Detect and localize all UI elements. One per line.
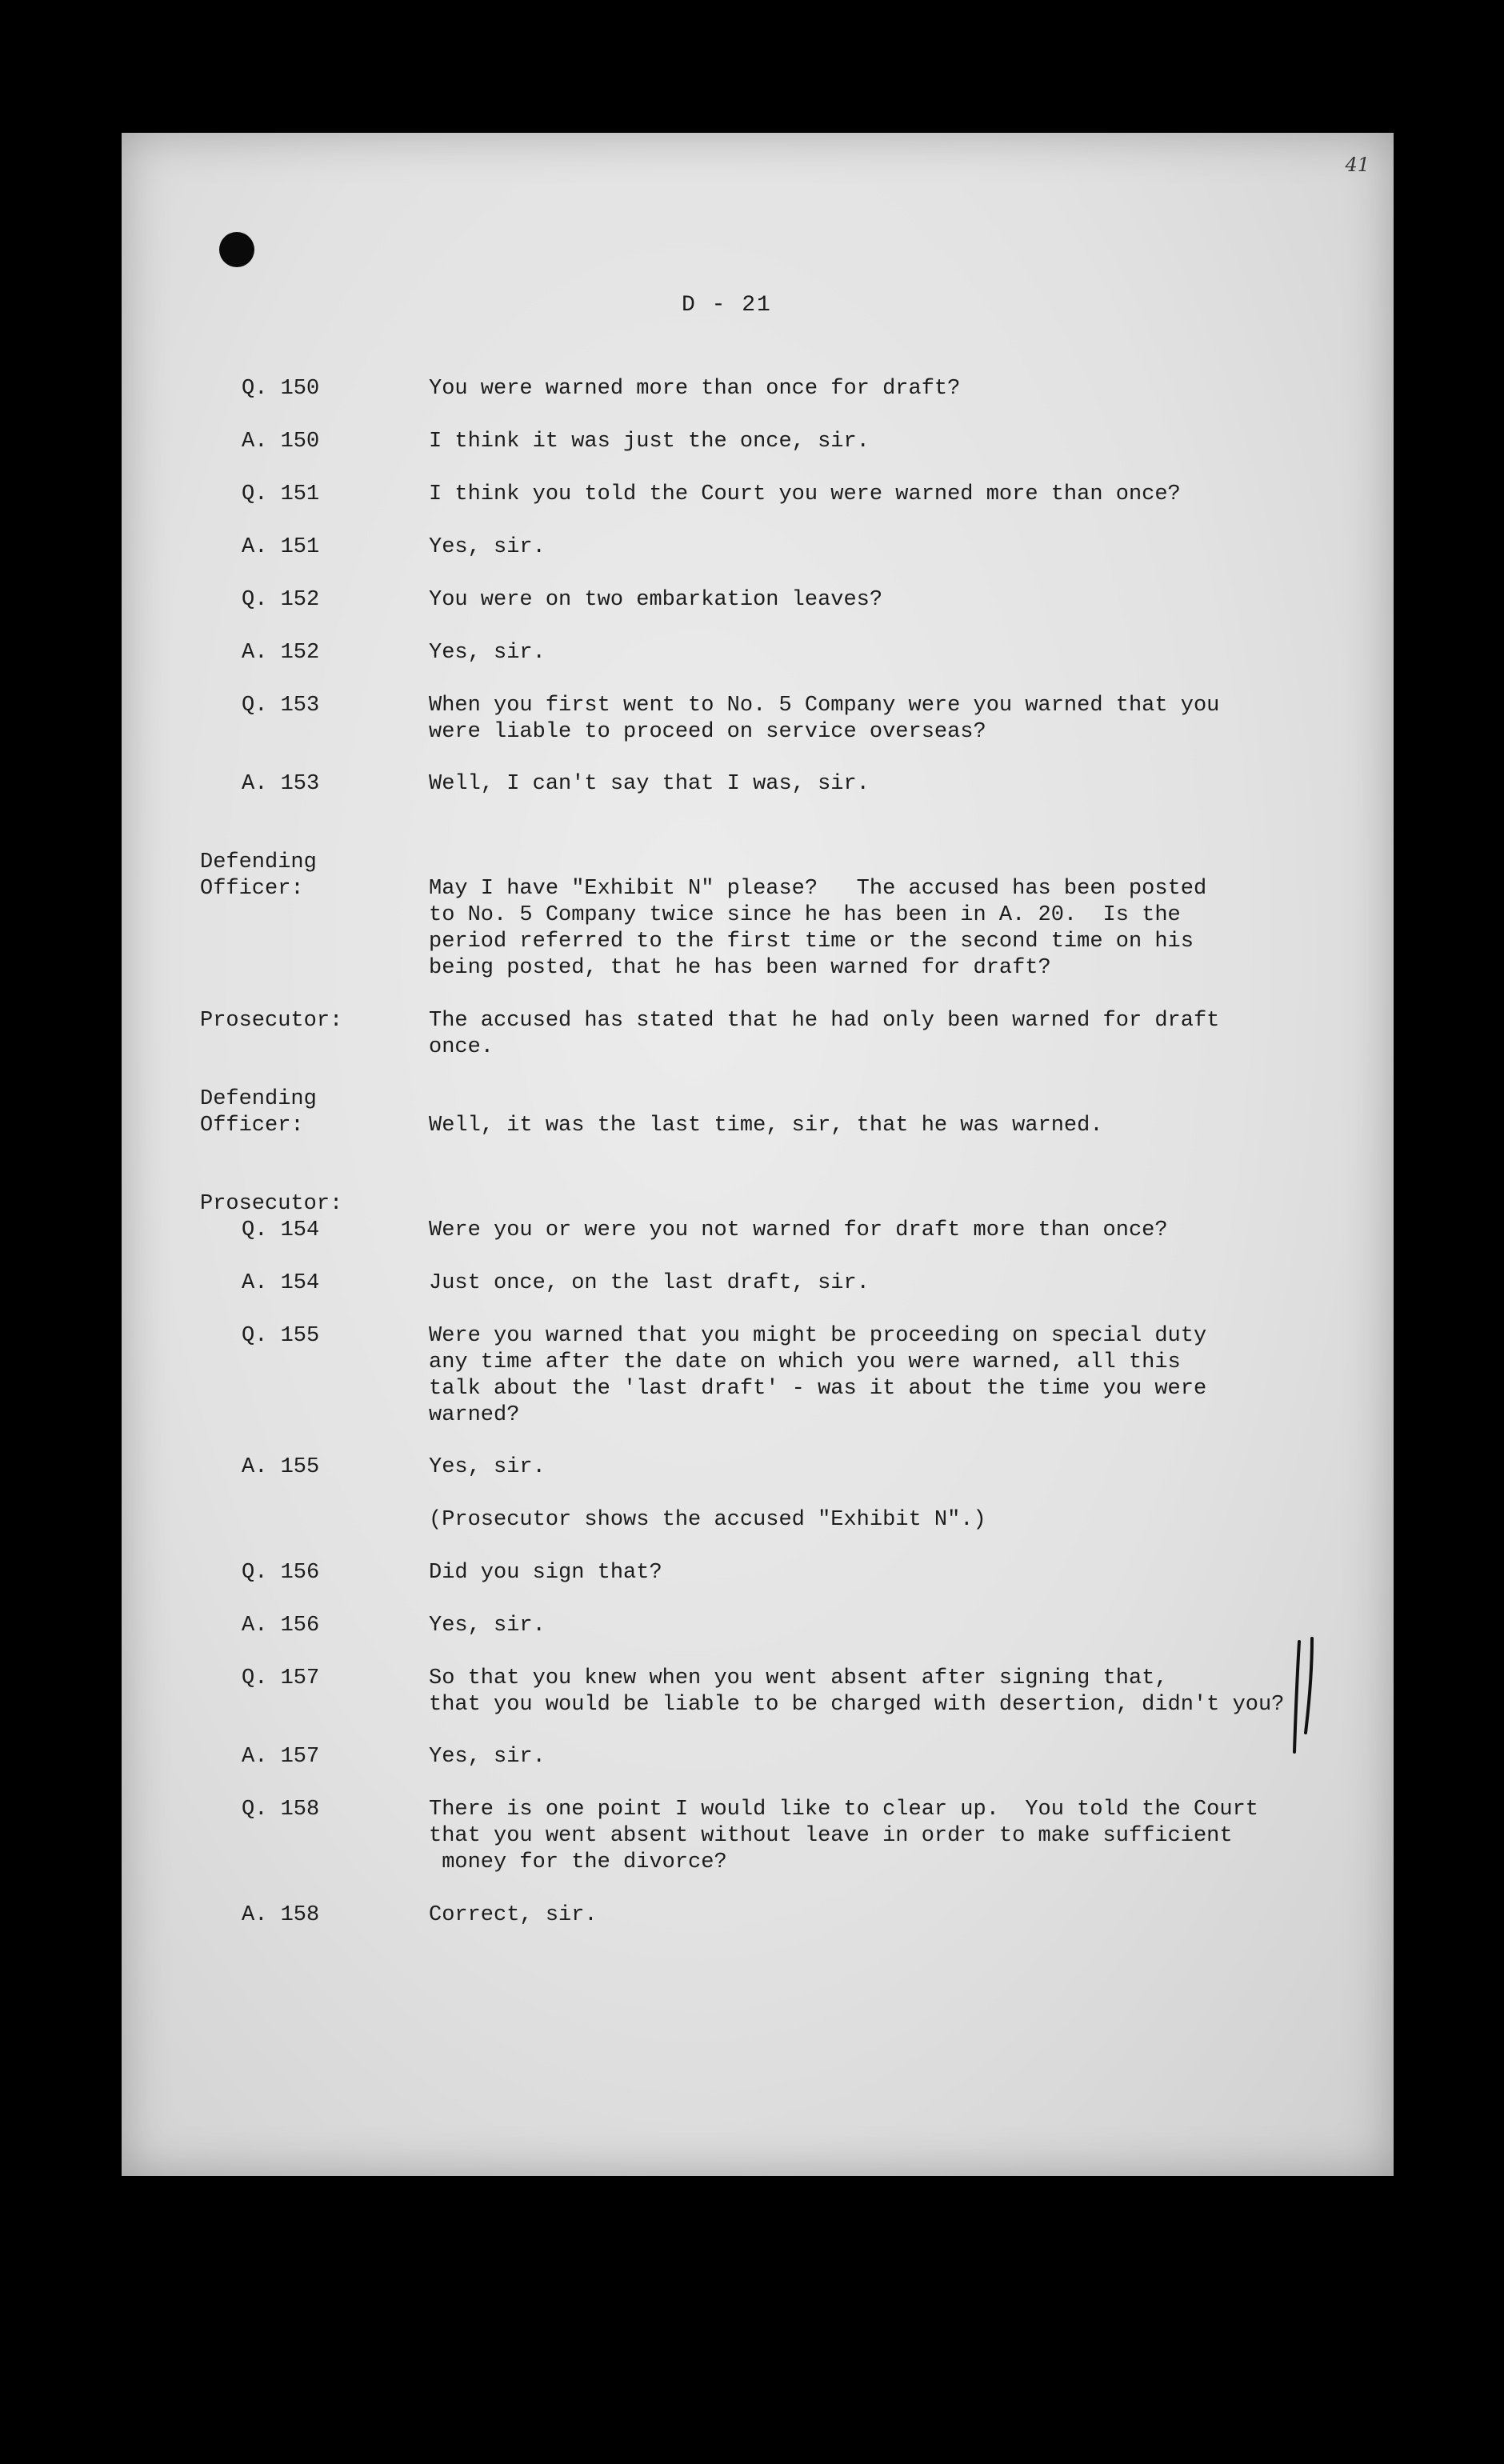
page-header: D - 21	[682, 293, 772, 318]
entry-text: Yes, sir.	[429, 1455, 546, 1479]
entry-label: A. 157	[242, 1745, 320, 1769]
entry-label: Q. 158	[242, 1798, 320, 1822]
speaker-label: Prosecutor:	[200, 1192, 343, 1216]
entry-label: A. 154	[242, 1271, 320, 1295]
entry-text: I think it was just the once, sir.	[429, 430, 870, 454]
entry-label: Q. 152	[242, 588, 320, 612]
entry-label: A. 151	[242, 535, 320, 559]
entry-text: Yes, sir.	[429, 1745, 546, 1769]
entry-text: I think you told the Court you were warned more than once?	[429, 482, 1181, 506]
document-page	[122, 133, 1394, 2176]
entry-label: Q. 153	[242, 694, 320, 718]
entry-label: Q. 150	[242, 377, 320, 401]
speaker-label: Defending Officer:	[200, 1087, 317, 1138]
entry-label: Q. 157	[242, 1666, 320, 1690]
entry-text: Did you sign that?	[429, 1561, 662, 1585]
entry-text: Were you or were you not warned for draft more than once?	[429, 1218, 1168, 1242]
punch-hole	[219, 232, 254, 267]
entry-text: When you first went to No. 5 Company were you warned that you were liable to proceed on service overseas?	[429, 694, 1220, 744]
entry-label: A. 153	[242, 772, 320, 796]
speaker-label: Prosecutor:	[200, 1009, 343, 1033]
entry-text: (Prosecutor shows the accused "Exhibit N".)	[429, 1508, 986, 1532]
entry-label: A. 156	[242, 1614, 320, 1638]
entry-text: Correct, sir.	[429, 1903, 598, 1927]
entry-text: You were warned more than once for draft?	[429, 377, 961, 401]
entry-text: So that you knew when you went absent after signing that, that you would be liable to be charged with desertion, didn't you?	[429, 1666, 1285, 1717]
entry-text: May I have "Exhibit N" please? The accused has been posted to No. 5 Company twice since he has been in A. 20. Is the period referred to the first time or the second time on his being posted, that he has been warned for draft?	[429, 877, 1207, 980]
entry-label: Q. 151	[242, 482, 320, 506]
entry-text: Were you warned that you might be proceeding on special duty any time after the date on which you were warned, all this talk about the 'last draft' - was it about the time you were warned?	[429, 1324, 1207, 1427]
entry-text: Just once, on the last draft, sir.	[429, 1271, 870, 1295]
folio-number: 41	[1345, 154, 1370, 176]
entry-text: Yes, sir.	[429, 641, 546, 665]
entry-text: The accused has stated that he had only been warned for draft once.	[429, 1009, 1220, 1059]
entry-text: Well, it was the last time, sir, that he was warned.	[429, 1114, 1103, 1138]
entry-text: Well, I can't say that I was, sir.	[429, 772, 870, 796]
entry-text: Yes, sir.	[429, 535, 546, 559]
handwritten-margin-mark	[1288, 1637, 1320, 1757]
speaker-label: Defending Officer:	[200, 850, 317, 901]
entry-text: There is one point I would like to clear up. You told the Court that you went absent without leave in order to make sufficient money for the divorce?	[429, 1798, 1258, 1874]
entry-label: A. 150	[242, 430, 320, 454]
entry-text: You were on two embarkation leaves?	[429, 588, 883, 612]
entry-label: Q. 154	[242, 1218, 320, 1242]
entry-label: Q. 156	[242, 1561, 320, 1585]
entry-label: A. 158	[242, 1903, 320, 1927]
entry-label: A. 155	[242, 1455, 320, 1479]
entry-label: A. 152	[242, 641, 320, 665]
entry-label: Q. 155	[242, 1324, 320, 1348]
entry-text: Yes, sir.	[429, 1614, 546, 1638]
